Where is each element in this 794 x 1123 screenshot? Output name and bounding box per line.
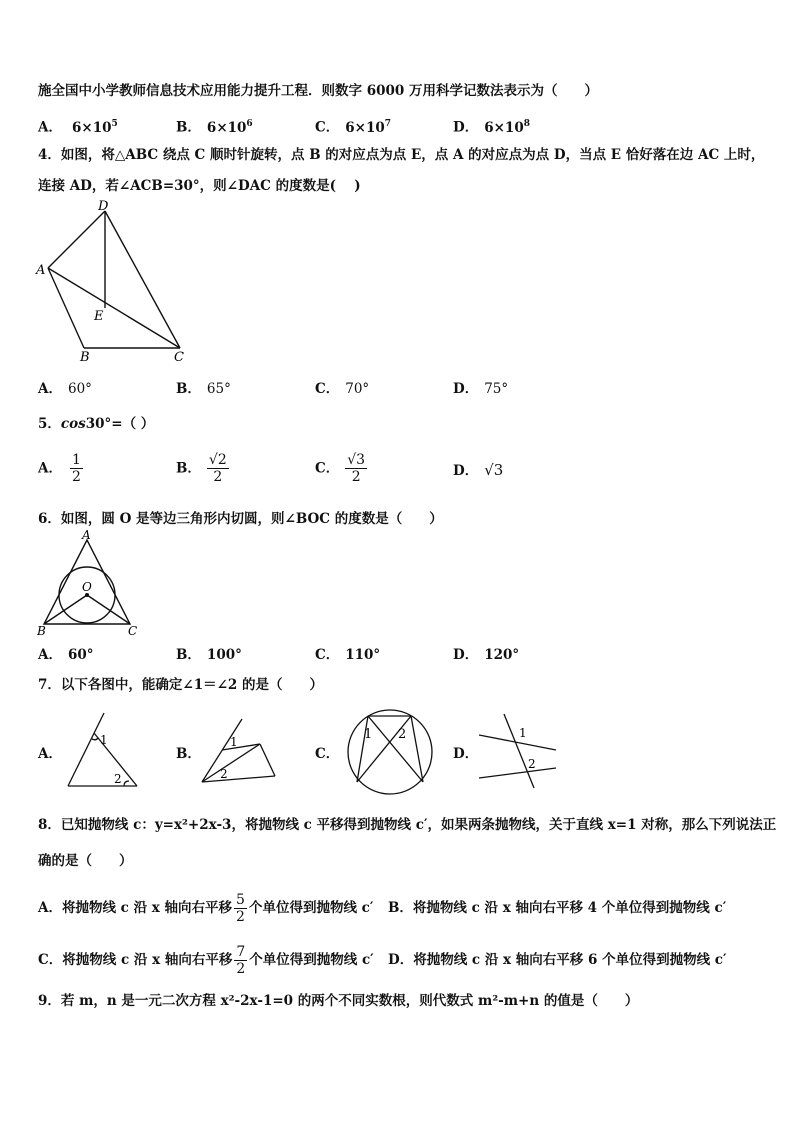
q3-option-a: A． $6\times 10^5$ — [38, 119, 118, 136]
q8-option-d: D．将抛物线 c 沿 x 轴向右平移 6 个单位得到抛物线 c′ — [388, 952, 727, 968]
q7-option-b-letter: B． — [176, 746, 201, 762]
q7-figure-d — [476, 710, 560, 790]
q6-stem: 6．如图，圆 O 是等边三角形内切圆，则∠BOC 的度数是（ ） — [38, 511, 443, 527]
q3-option-d: D． $6\times 10^8$ — [453, 119, 530, 136]
q7-option-d-letter: D． — [453, 746, 479, 762]
q7-a-angle-1: 1 — [100, 733, 108, 747]
q6-label-o: O — [82, 580, 92, 594]
q5-stem: 5．cos30°=（ ） — [38, 416, 155, 432]
q6-label-a: A — [82, 528, 91, 542]
q7-d-angle-2: 2 — [528, 757, 536, 771]
q9-stem: 9．若 m，n 是一元二次方程 x²-2x-1=0 的两个不同实数根，则代数式 m²-m+n 的值是（ ） — [38, 993, 639, 1009]
q6-figure — [32, 528, 142, 638]
q4-option-c: C． 70° — [315, 381, 370, 397]
q7-option-a-letter: A． — [38, 746, 62, 762]
q7-d-angle-1: 1 — [519, 726, 527, 740]
q5-option-a: A． $\frac{1}{2}$ — [38, 452, 81, 485]
q4-stem-line2: 连接 AD，若∠ACB=30°，则∠DAC 的度数是( ) — [38, 178, 361, 194]
q4-label-b: B — [80, 350, 90, 365]
q8-option-c: C．将抛物线 c 沿 x 轴向右平移 $\frac{7}{2}$ 个单位得到抛物线 c′ — [38, 944, 374, 977]
q3-stem: 施全国中小学教师信息技术应用能力提升工程．则数字 6000 万用科学记数法表示为（ ） — [38, 83, 598, 99]
q3-option-c: C． $6\times 10^7$ — [315, 119, 392, 136]
q6-label-c: C — [128, 624, 138, 638]
q7-c-angle-2: 2 — [398, 727, 407, 742]
q6-option-b: B． 100° — [176, 647, 242, 663]
q7-b-angle-1: 1 — [230, 735, 238, 749]
q6-option-c: C． 110° — [315, 647, 381, 663]
q8-stem-line2: 确的是（ ） — [38, 853, 133, 869]
q6-label-b: B — [37, 624, 46, 638]
q4-label-d: D — [98, 199, 109, 214]
q6-option-a: A． 60° — [38, 647, 94, 663]
q4-figure — [30, 198, 200, 368]
q7-c-angle-1: 1 — [364, 727, 373, 742]
q6-option-d: D． 120° — [453, 647, 520, 663]
q7-a-angle-2: 2 — [114, 772, 122, 786]
q5-option-d: D． √3 — [453, 461, 504, 479]
q5-option-c: C． $\frac{√3}{2}$ — [315, 452, 366, 485]
q4-label-c: C — [174, 350, 184, 365]
q4-option-a: A． 60° — [38, 381, 92, 397]
q8-option-b: B．将抛物线 c 沿 x 轴向右平移 4 个单位得到抛物线 c′ — [388, 900, 727, 916]
q4-label-a: A — [36, 263, 46, 278]
q7-stem: 7．以下各图中，能确定∠1＝∠2 的是（ ） — [38, 677, 324, 693]
q7-figure-a — [62, 710, 142, 792]
q7-figure-c — [343, 706, 439, 800]
q5-option-b: B． $\frac{√2}{2}$ — [176, 452, 227, 485]
q4-option-b: B． 65° — [176, 381, 231, 397]
q8-stem-line1: 8．已知抛物线 c：y=x²+2x-3，将抛物线 c 平移得到抛物线 c′，如果两条抛物线，关于直线 x=1 对称，那么下列说法正 — [38, 817, 777, 833]
q4-option-d: D． 75° — [453, 381, 509, 397]
q4-label-e: E — [94, 309, 104, 324]
q7-figure-b — [198, 716, 280, 786]
q7-b-angle-2: 2 — [220, 767, 228, 781]
q8-option-a: A．将抛物线 c 沿 x 轴向右平移 $\frac{5}{2}$ 个单位得到抛物线 c′ — [38, 892, 374, 925]
q4-stem-line1: 4．如图，将△ABC 绕点 C 顺时针旋转，点 B 的对应点为点 E，点 A 的对应点为点 D，当点 E 恰好落在边 AC 上时， — [38, 147, 765, 163]
q7-option-c-letter: C． — [315, 746, 340, 762]
q3-option-b: B． $6\times 10^6$ — [176, 119, 253, 136]
